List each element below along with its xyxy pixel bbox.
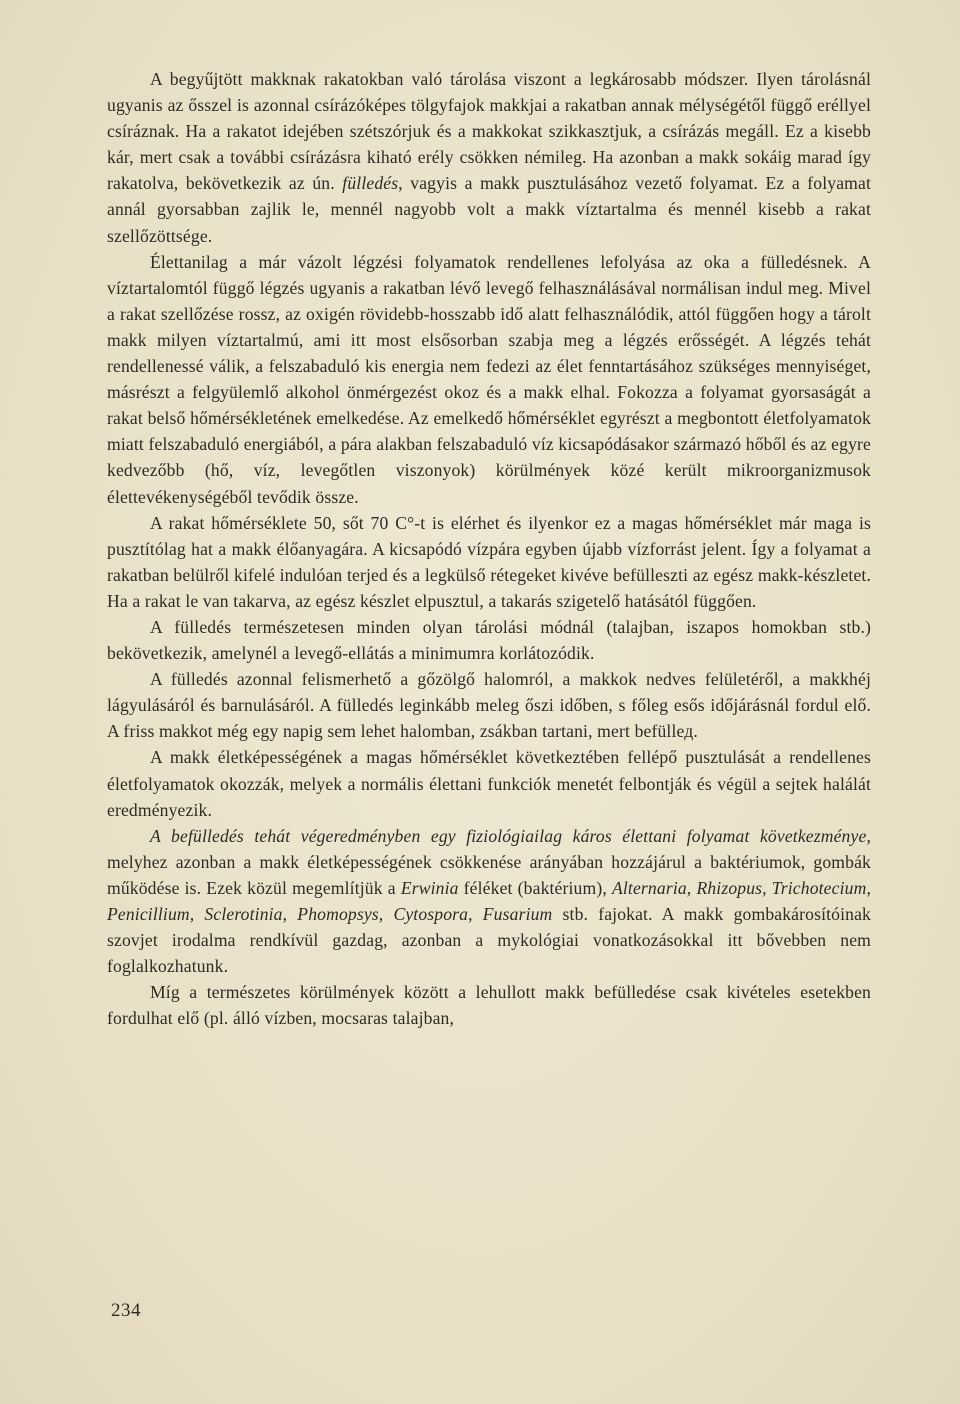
paragraph [107,823,871,980]
italic-run: Erwinia [400,877,459,898]
text-run: A fülledés azonnal felismerhető a gőzölgő halomról, a makkok nedves felületéről, a makkhéj lágyulásáról és barnulásáról. A fülledés leginkább meleg őszi időben, s főleg esős időjárásnál fordul elő. A friss makkot még egy napig sem lehet halomban, zsákban tartani, mert befüllед. [107,669,871,742]
page-number: 234 [111,1300,141,1321]
paragraph [107,744,871,822]
page-text [107,66,871,1031]
italic-run: A befülledés tehát végeredményben egy fiziológiailag káros élettani folyamat következménye [150,825,867,846]
paragraph [107,249,871,510]
text-run: A fülledés természetesen minden olyan tárolási módnál (talajban, iszapos homokban stb.) bekövetkezik, amelynél a levegő-ellátás a minimumra korlátozódik. [107,616,871,664]
paragraph [107,510,871,614]
italic-run: Alternaria, Rhizopus, Trichotecium, Penicillium, Sclerotinia, Phomopsys, Cytospora, Fusarium [107,877,871,924]
text-run: A makk életképességének a magas hőmérséklet következtében fellépő pusztulását a rendellenes életfolyamatok okozzák, melyek a normális élettani funkciók menetét felbontják és végül a sejtek halálát eredményezik. [107,747,871,820]
paragraph [107,614,871,666]
text-run: , vagyis a makk pusztulásához vezető folyamat. Ez a folyamat annál gyorsabban zajlik le, mennél nagyobb volt a makk víztartalma és mennél kisebb a rakat szellőzöttsége. [107,173,871,246]
paragraph [107,979,871,1031]
text-run: féléket (baktérium), [458,877,612,898]
text-run: A rakat hőmérséklete 50, sőt 70 C°-t is elérhet és ilyenkor ez a magas hőmérséklet már maga is pusztítólag hat a makk élőanyagára. A kicsapódó vízpára egyben újabb vízforrást jelent. Így a folyamat a rakatban belülről kifelé indulóan terjed és a legkülső rétegeket kivéve befülleszti az egész makk-készletet. Ha a rakat le van takarva, az egész készlet elpusztul, a takarás szigetelő hatásától függően. [107,512,871,611]
text-run: stb. fajokat. A makk gombakárosítóinak szovjet irodalma rendkívül gazdag, azonban a mykológiai vonatkozásokkal itt bővebben nem foglalkozhatunk. [107,904,872,977]
text-run: Élettanilag a már vázolt légzési folyamatok rendellenes lefolyása az oka a fülledésnek. A víztartalomtól függő légzés ugyanis a rakatban lévő levegő felhasználásával normálisan indul meg. Mivel a rakat szellőzése rossz, az oxigén rövidebb-hosszabb idő alatt felhasználódik, attól függően hogy a tárolt makk milyen víztartalmú, ami itt most elsősorban szabja meg a légzés erősségét. A légzés tehát rendellenessé válik, a felszabaduló kis energia nem fedezi az élet fenntartásához szükséges mennyiséget, másrészt a felgyülemlő alkohol önmérgezést okoz és a makk elhal. Fokozza a folyamat gyorsaságát a rakat belső hőmérsékletének emelkedése. Az emelkedő hőmérséklet egyrészt a megbontott életfolyamatok miatt felszabaduló energiából, a pára alakban felszabaduló víz kicsapódásakor származó hőből és az egyre kedvezőbb (hő, víz, levegőtlen viszonyok) körülmények közé került mikroorganizmusok élettevékenységéből tevődik össze. [107,251,871,507]
text-run: , melyhez azonban a makk életképességének csökkenése arányában hozzájárul a baktériumok, gombák működése is. Ezek közül megemlítjük a [107,825,871,898]
text-run: Míg a természetes körülmények között a lehullott makk befülledése csak kivételes esetekben fordulhat elő (pl. álló vízben, mocsaras talajban, [107,982,871,1029]
italic-run: fülledés [342,173,399,194]
paragraph [107,66,871,249]
text-run: A begyűjtött makknak rakatokban való tárolása viszont a legkárosabb módszer. Ilyen tárolásnál ugyanis az ősszel is azonnal csírázóképes tölgyfajok makkjai a rakatban annak mélységétől függő eréllyel csíráznak. Ha a rakatot idejében szétszórjuk és a makkokat szikkasztjuk, a csírázás megáll. Ez a kisebb kár, mert csak a további csírázásra kiható erély csökken némileg. Ha azonban a makk sokáig marad így rakatolva, bekövetkezik az ún. [107,69,871,194]
paragraph [107,666,871,744]
